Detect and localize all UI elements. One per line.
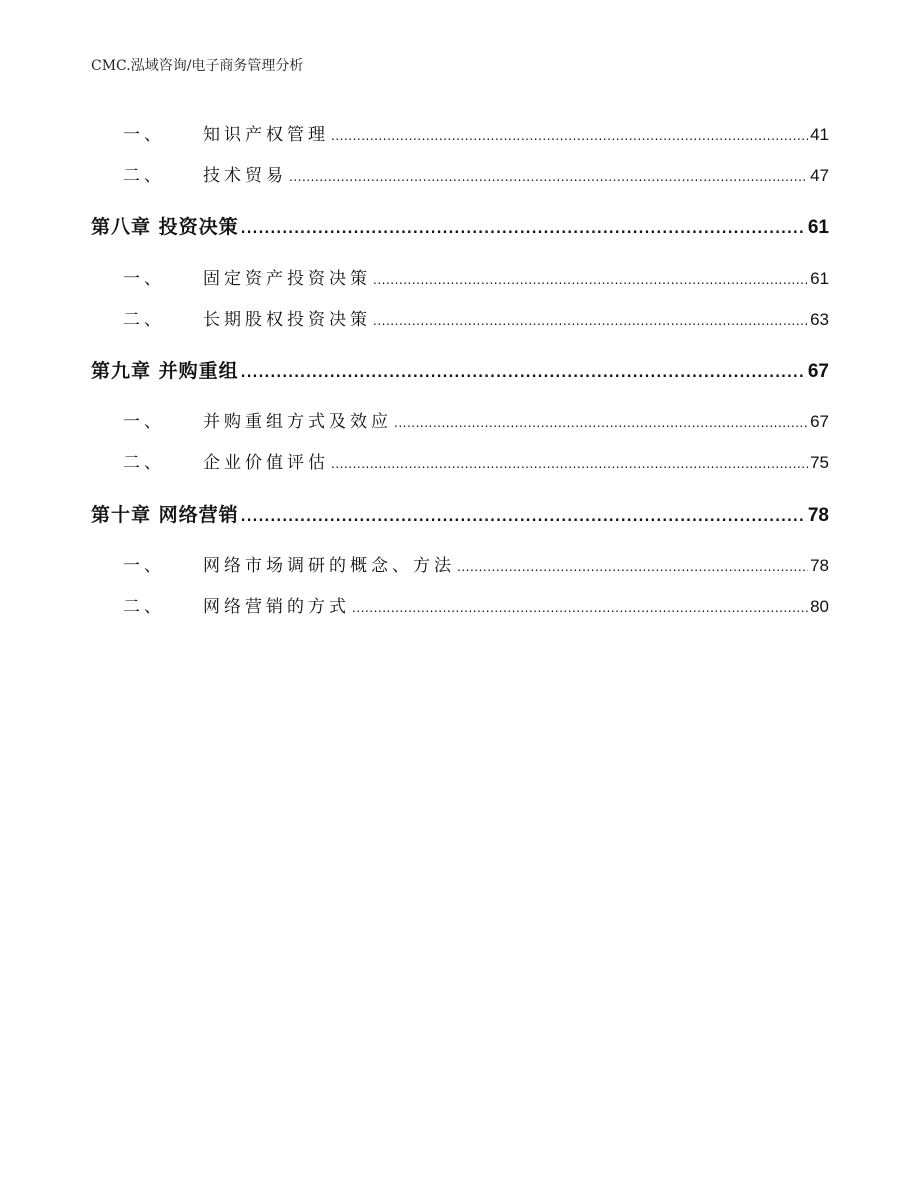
toc-entry-number: 一、 (123, 412, 165, 432)
toc-entry-number: 二、 (123, 166, 165, 186)
toc-dot-leader (241, 506, 806, 530)
toc-entry-page: 41 (810, 125, 829, 144)
toc-entry-page: 75 (810, 453, 829, 472)
toc-entry-page: 61 (810, 269, 829, 288)
toc-entry-title: 企业价值评估 (203, 453, 329, 473)
toc-entry-page: 78 (810, 556, 829, 575)
toc-chapter-page: 61 (807, 217, 829, 238)
toc-entry-page: 80 (810, 597, 829, 616)
toc-entry-label (91, 267, 371, 291)
toc-entry-label (91, 123, 329, 147)
toc-entry-title: 网络营销的方式 (203, 597, 350, 617)
toc-entry-number: 一、 (123, 125, 165, 145)
toc-entry-number: 一、 (123, 269, 165, 289)
toc-entry-title: 固定资产投资决策 (203, 269, 371, 289)
toc-dot-leader (373, 309, 808, 333)
toc-dot-leader (352, 596, 808, 620)
toc-chapter-9[interactable] (91, 359, 829, 386)
toc-entry-number: 二、 (123, 453, 165, 473)
page-header: CMC.泓域咨询/电子商务管理分析 (91, 58, 304, 74)
toc-entry-number: 二、 (123, 310, 165, 330)
toc-entry-title: 长期股权投资决策 (203, 310, 371, 330)
toc-dot-leader (331, 124, 808, 148)
toc-entry-title: 并购重组方式及效应 (203, 412, 392, 432)
toc-chapter-title: 第九章 并购重组 (91, 360, 239, 382)
toc-entry-online-market-research[interactable] (91, 554, 829, 579)
toc-entry-number: 二、 (123, 597, 165, 617)
toc-entry-number: 一、 (123, 556, 165, 576)
toc-entry-intellectual-property[interactable] (91, 123, 829, 148)
toc-dot-leader (373, 268, 808, 292)
toc-entry-enterprise-valuation[interactable] (91, 451, 829, 476)
toc-entry-title: 知识产权管理 (203, 125, 329, 145)
toc-chapter-10[interactable] (91, 503, 829, 530)
toc-entry-online-marketing-methods[interactable] (91, 595, 829, 620)
toc-chapter-page: 67 (807, 361, 829, 382)
toc-dot-leader (289, 165, 808, 189)
toc-dot-leader (241, 362, 806, 386)
toc-dot-leader (457, 555, 808, 579)
toc-entry-merger-methods[interactable] (91, 410, 829, 435)
toc-entry-title: 网络市场调研的概念、方法 (203, 556, 455, 576)
toc-chapter-title: 第八章 投资决策 (91, 216, 239, 238)
toc-entry-page: 67 (810, 412, 829, 431)
toc-entry-label (91, 308, 371, 332)
toc-dot-leader (394, 411, 808, 435)
toc-entry-fixed-asset-investment[interactable] (91, 267, 829, 292)
toc-entry-page: 47 (810, 166, 829, 185)
toc-entry-long-term-equity-investment[interactable] (91, 308, 829, 333)
toc-chapter-title: 第十章 网络营销 (91, 504, 239, 526)
toc-chapter-page: 78 (807, 505, 829, 526)
toc-entry-label (91, 554, 455, 578)
toc-entry-page: 63 (810, 310, 829, 329)
toc-entry-label (91, 410, 392, 434)
toc-entry-label (91, 595, 350, 619)
toc-dot-leader (241, 218, 806, 242)
toc-dot-leader (331, 452, 808, 476)
toc-entry-technology-trade[interactable] (91, 164, 829, 189)
toc-entry-label (91, 451, 329, 475)
toc-entry-label (91, 164, 287, 188)
toc-entry-title: 技术贸易 (203, 166, 287, 186)
toc-chapter-8[interactable] (91, 215, 829, 242)
